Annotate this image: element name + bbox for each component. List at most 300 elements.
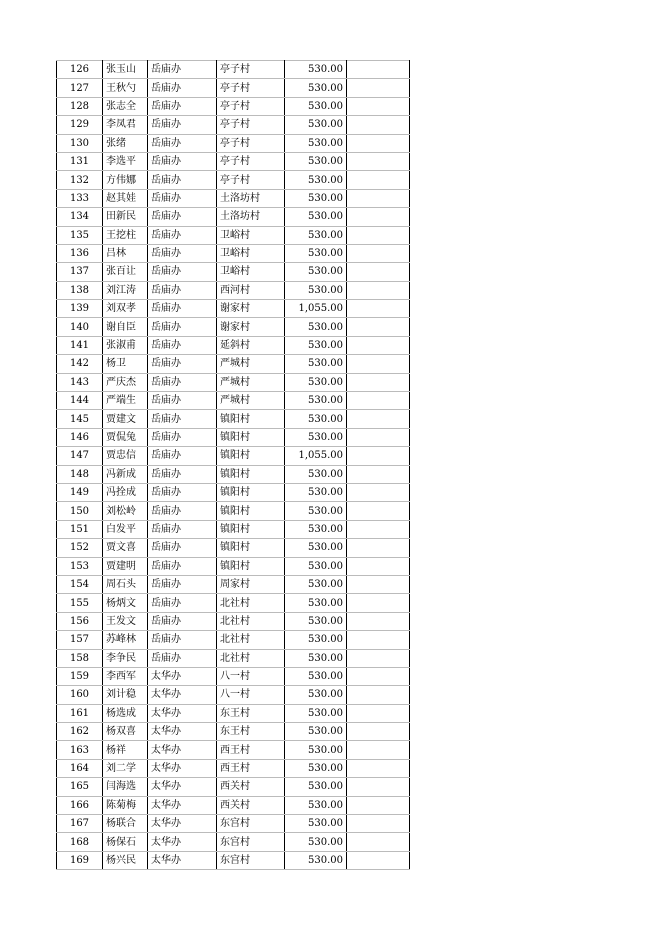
amount-cell[interactable]: 530.00 — [285, 263, 347, 281]
office-cell[interactable]: 岳庙办 — [148, 410, 217, 428]
note-cell[interactable] — [347, 575, 410, 593]
village-cell[interactable]: 镇阳村 — [217, 428, 285, 446]
note-cell[interactable] — [347, 281, 410, 299]
note-cell[interactable] — [347, 631, 410, 649]
name-cell[interactable]: 谢自臣 — [103, 318, 148, 336]
note-cell[interactable] — [347, 686, 410, 704]
name-cell[interactable]: 李西军 — [103, 667, 148, 685]
row-number-cell[interactable]: 127 — [57, 79, 103, 97]
note-cell[interactable] — [347, 704, 410, 722]
note-cell[interactable] — [347, 336, 410, 354]
row-number-cell[interactable]: 155 — [57, 594, 103, 612]
village-cell[interactable]: 东王村 — [217, 723, 285, 741]
office-cell[interactable]: 岳庙办 — [148, 465, 217, 483]
amount-cell[interactable]: 1,055.00 — [285, 300, 347, 318]
note-cell[interactable] — [347, 723, 410, 741]
note-cell[interactable] — [347, 189, 410, 207]
note-cell[interactable] — [347, 61, 410, 79]
amount-cell[interactable]: 530.00 — [285, 171, 347, 189]
name-cell[interactable]: 吕林 — [103, 244, 148, 262]
table-row — [57, 134, 410, 152]
row-number-cell[interactable]: 163 — [57, 741, 103, 759]
row-number-cell[interactable]: 131 — [57, 152, 103, 170]
row-number-cell[interactable]: 136 — [57, 244, 103, 262]
name-cell[interactable]: 刘双孝 — [103, 300, 148, 318]
row-number-cell[interactable]: 162 — [57, 723, 103, 741]
office-cell[interactable]: 岳庙办 — [148, 61, 217, 79]
name-cell[interactable]: 李争民 — [103, 649, 148, 667]
name-cell[interactable]: 周石头 — [103, 575, 148, 593]
row-number-cell[interactable]: 134 — [57, 208, 103, 226]
table-row — [57, 833, 410, 851]
row-number-cell[interactable]: 164 — [57, 759, 103, 777]
name-cell[interactable]: 李选平 — [103, 152, 148, 170]
name-cell[interactable]: 张志全 — [103, 97, 148, 115]
row-number-cell[interactable]: 128 — [57, 97, 103, 115]
row-number-cell[interactable]: 149 — [57, 483, 103, 501]
row-number-cell[interactable]: 169 — [57, 851, 103, 869]
note-cell[interactable] — [347, 667, 410, 685]
office-cell[interactable]: 岳庙办 — [148, 355, 217, 373]
amount-cell[interactable]: 530.00 — [285, 815, 347, 833]
office-cell[interactable]: 岳庙办 — [148, 612, 217, 630]
row-number-cell[interactable]: 144 — [57, 392, 103, 410]
name-cell[interactable]: 杨双喜 — [103, 723, 148, 741]
note-cell[interactable] — [347, 815, 410, 833]
name-cell[interactable]: 严庆杰 — [103, 373, 148, 391]
amount-cell[interactable]: 530.00 — [285, 778, 347, 796]
row-number-cell[interactable]: 157 — [57, 631, 103, 649]
name-cell[interactable]: 陈菊梅 — [103, 796, 148, 814]
village-cell[interactable]: 严城村 — [217, 373, 285, 391]
office-cell[interactable]: 太华办 — [148, 741, 217, 759]
amount-cell[interactable]: 530.00 — [285, 796, 347, 814]
village-cell[interactable]: 西关村 — [217, 796, 285, 814]
office-cell[interactable]: 岳庙办 — [148, 97, 217, 115]
row-number-cell[interactable]: 152 — [57, 539, 103, 557]
village-cell[interactable]: 东宫村 — [217, 833, 285, 851]
table-row — [57, 410, 410, 428]
note-cell[interactable] — [347, 778, 410, 796]
note-cell[interactable] — [347, 520, 410, 538]
amount-cell[interactable]: 530.00 — [285, 612, 347, 630]
note-cell[interactable] — [347, 208, 410, 226]
row-number-cell[interactable]: 151 — [57, 520, 103, 538]
row-number-cell[interactable]: 165 — [57, 778, 103, 796]
name-cell[interactable]: 杨联合 — [103, 815, 148, 833]
office-cell[interactable]: 太华办 — [148, 815, 217, 833]
row-number-cell[interactable]: 140 — [57, 318, 103, 336]
office-cell[interactable]: 岳庙办 — [148, 116, 217, 134]
amount-cell[interactable]: 530.00 — [285, 631, 347, 649]
row-number-cell[interactable]: 142 — [57, 355, 103, 373]
table-row — [57, 686, 410, 704]
village-cell[interactable]: 谢家村 — [217, 318, 285, 336]
office-cell[interactable]: 岳庙办 — [148, 649, 217, 667]
village-cell[interactable]: 谢家村 — [217, 300, 285, 318]
amount-cell[interactable]: 530.00 — [285, 226, 347, 244]
name-cell[interactable]: 张玉山 — [103, 61, 148, 79]
note-cell[interactable] — [347, 447, 410, 465]
name-cell[interactable]: 杨兴民 — [103, 851, 148, 869]
office-cell[interactable]: 岳庙办 — [148, 152, 217, 170]
village-cell[interactable]: 北社村 — [217, 649, 285, 667]
amount-cell[interactable]: 530.00 — [285, 152, 347, 170]
amount-cell[interactable]: 530.00 — [285, 851, 347, 869]
name-cell[interactable]: 白发平 — [103, 520, 148, 538]
office-cell[interactable]: 岳庙办 — [148, 336, 217, 354]
note-cell[interactable] — [347, 355, 410, 373]
note-cell[interactable] — [347, 373, 410, 391]
note-cell[interactable] — [347, 851, 410, 869]
village-cell[interactable]: 亭子村 — [217, 171, 285, 189]
table-row — [57, 851, 410, 869]
table-row — [57, 667, 410, 685]
row-number-cell[interactable]: 159 — [57, 667, 103, 685]
row-number-cell[interactable]: 160 — [57, 686, 103, 704]
office-cell[interactable]: 岳庙办 — [148, 189, 217, 207]
name-cell[interactable]: 严端生 — [103, 392, 148, 410]
amount-cell[interactable]: 530.00 — [285, 483, 347, 501]
office-cell[interactable]: 岳庙办 — [148, 226, 217, 244]
office-cell[interactable]: 岳庙办 — [148, 483, 217, 501]
row-number-cell[interactable]: 132 — [57, 171, 103, 189]
table-row — [57, 281, 410, 299]
name-cell[interactable]: 贾建明 — [103, 557, 148, 575]
village-cell[interactable]: 土洛坊村 — [217, 208, 285, 226]
table-row — [57, 171, 410, 189]
row-number-cell[interactable]: 126 — [57, 61, 103, 79]
office-cell[interactable]: 岳庙办 — [148, 318, 217, 336]
office-cell[interactable]: 岳庙办 — [148, 520, 217, 538]
amount-cell[interactable]: 530.00 — [285, 557, 347, 575]
amount-cell[interactable]: 530.00 — [285, 318, 347, 336]
note-cell[interactable] — [347, 759, 410, 777]
note-cell[interactable] — [347, 649, 410, 667]
amount-cell[interactable]: 530.00 — [285, 704, 347, 722]
row-number-cell[interactable]: 147 — [57, 447, 103, 465]
table-row — [57, 116, 410, 134]
note-cell[interactable] — [347, 483, 410, 501]
village-cell[interactable]: 东王村 — [217, 704, 285, 722]
office-cell[interactable]: 岳庙办 — [148, 263, 217, 281]
table-row — [57, 447, 410, 465]
row-number-cell[interactable]: 129 — [57, 116, 103, 134]
amount-cell[interactable]: 530.00 — [285, 833, 347, 851]
office-cell[interactable]: 岳庙办 — [148, 447, 217, 465]
row-number-cell[interactable]: 138 — [57, 281, 103, 299]
office-cell[interactable]: 岳庙办 — [148, 594, 217, 612]
note-cell[interactable] — [347, 741, 410, 759]
note-cell[interactable] — [347, 557, 410, 575]
office-cell[interactable]: 岳庙办 — [148, 208, 217, 226]
row-number-cell[interactable]: 141 — [57, 336, 103, 354]
table-row — [57, 575, 410, 593]
village-cell[interactable]: 北社村 — [217, 594, 285, 612]
table-row — [57, 244, 410, 262]
note-cell[interactable] — [347, 97, 410, 115]
row-number-cell[interactable]: 158 — [57, 649, 103, 667]
village-cell[interactable]: 镇阳村 — [217, 410, 285, 428]
note-cell[interactable] — [347, 594, 410, 612]
office-cell[interactable]: 太华办 — [148, 796, 217, 814]
office-cell[interactable]: 太华办 — [148, 833, 217, 851]
office-cell[interactable]: 岳庙办 — [148, 502, 217, 520]
row-number-cell[interactable]: 145 — [57, 410, 103, 428]
office-cell[interactable]: 岳庙办 — [148, 373, 217, 391]
amount-cell[interactable]: 530.00 — [285, 373, 347, 391]
amount-cell[interactable]: 1,055.00 — [285, 447, 347, 465]
amount-cell[interactable]: 530.00 — [285, 539, 347, 557]
name-cell[interactable]: 冯新成 — [103, 465, 148, 483]
office-cell[interactable]: 岳庙办 — [148, 244, 217, 262]
office-cell[interactable]: 太华办 — [148, 667, 217, 685]
note-cell[interactable] — [347, 833, 410, 851]
amount-cell[interactable]: 530.00 — [285, 667, 347, 685]
amount-cell[interactable]: 530.00 — [285, 281, 347, 299]
amount-cell[interactable]: 530.00 — [285, 502, 347, 520]
office-cell[interactable]: 太华办 — [148, 778, 217, 796]
table-row — [57, 355, 410, 373]
amount-cell[interactable]: 530.00 — [285, 465, 347, 483]
village-cell[interactable]: 镇阳村 — [217, 520, 285, 538]
village-cell[interactable]: 西王村 — [217, 759, 285, 777]
amount-cell[interactable]: 530.00 — [285, 189, 347, 207]
amount-cell[interactable]: 530.00 — [285, 208, 347, 226]
name-cell[interactable]: 冯拴成 — [103, 483, 148, 501]
office-cell[interactable]: 太华办 — [148, 704, 217, 722]
village-cell[interactable]: 亭子村 — [217, 79, 285, 97]
village-cell[interactable]: 八一村 — [217, 686, 285, 704]
village-cell[interactable]: 镇阳村 — [217, 447, 285, 465]
name-cell[interactable]: 李凤君 — [103, 116, 148, 134]
name-cell[interactable]: 刘江涛 — [103, 281, 148, 299]
village-cell[interactable]: 镇阳村 — [217, 483, 285, 501]
table-row — [57, 79, 410, 97]
name-cell[interactable]: 方伟娜 — [103, 171, 148, 189]
note-cell[interactable] — [347, 539, 410, 557]
note-cell[interactable] — [347, 171, 410, 189]
row-number-cell[interactable]: 137 — [57, 263, 103, 281]
row-number-cell[interactable]: 153 — [57, 557, 103, 575]
village-cell[interactable]: 北社村 — [217, 612, 285, 630]
amount-cell[interactable]: 530.00 — [285, 594, 347, 612]
row-number-cell[interactable]: 166 — [57, 796, 103, 814]
office-cell[interactable]: 岳庙办 — [148, 539, 217, 557]
table-body — [57, 61, 410, 870]
table-row — [57, 428, 410, 446]
amount-cell[interactable]: 530.00 — [285, 723, 347, 741]
name-cell[interactable]: 贾侃兔 — [103, 428, 148, 446]
village-cell[interactable]: 东宫村 — [217, 815, 285, 833]
name-cell[interactable]: 田新民 — [103, 208, 148, 226]
name-cell[interactable]: 赵其娃 — [103, 189, 148, 207]
amount-cell[interactable]: 530.00 — [285, 355, 347, 373]
village-cell[interactable]: 卫峪村 — [217, 263, 285, 281]
name-cell[interactable]: 张百让 — [103, 263, 148, 281]
row-number-cell[interactable]: 150 — [57, 502, 103, 520]
note-cell[interactable] — [347, 226, 410, 244]
village-cell[interactable]: 东宫村 — [217, 851, 285, 869]
amount-cell[interactable]: 530.00 — [285, 686, 347, 704]
name-cell[interactable]: 张绪 — [103, 134, 148, 152]
name-cell[interactable]: 张淑甫 — [103, 336, 148, 354]
table-row — [57, 465, 410, 483]
note-cell[interactable] — [347, 134, 410, 152]
note-cell[interactable] — [347, 244, 410, 262]
note-cell[interactable] — [347, 318, 410, 336]
village-cell[interactable]: 西关村 — [217, 778, 285, 796]
amount-cell[interactable]: 530.00 — [285, 428, 347, 446]
office-cell[interactable]: 岳庙办 — [148, 281, 217, 299]
name-cell[interactable]: 闫海选 — [103, 778, 148, 796]
amount-cell[interactable]: 530.00 — [285, 79, 347, 97]
amount-cell[interactable]: 530.00 — [285, 575, 347, 593]
name-cell[interactable]: 杨祥 — [103, 741, 148, 759]
village-cell[interactable]: 延斜村 — [217, 336, 285, 354]
note-cell[interactable] — [347, 392, 410, 410]
name-cell[interactable]: 刘松岭 — [103, 502, 148, 520]
amount-cell[interactable]: 530.00 — [285, 741, 347, 759]
table-row — [57, 300, 410, 318]
table-row — [57, 61, 410, 79]
amount-cell[interactable]: 530.00 — [285, 759, 347, 777]
table-row — [57, 815, 410, 833]
name-cell[interactable]: 苏峰林 — [103, 631, 148, 649]
amount-cell[interactable]: 530.00 — [285, 410, 347, 428]
row-number-cell[interactable]: 161 — [57, 704, 103, 722]
village-cell[interactable]: 亭子村 — [217, 97, 285, 115]
row-number-cell[interactable]: 148 — [57, 465, 103, 483]
village-cell[interactable]: 镇阳村 — [217, 557, 285, 575]
village-cell[interactable]: 亭子村 — [217, 116, 285, 134]
spreadsheet-table — [56, 60, 410, 870]
row-number-cell[interactable]: 143 — [57, 373, 103, 391]
row-number-cell[interactable]: 135 — [57, 226, 103, 244]
note-cell[interactable] — [347, 612, 410, 630]
amount-cell[interactable]: 530.00 — [285, 134, 347, 152]
name-cell[interactable]: 杨保石 — [103, 833, 148, 851]
name-cell[interactable]: 杨卫 — [103, 355, 148, 373]
note-cell[interactable] — [347, 796, 410, 814]
name-cell[interactable]: 贾建文 — [103, 410, 148, 428]
office-cell[interactable]: 岳庙办 — [148, 134, 217, 152]
table-row — [57, 483, 410, 501]
amount-cell[interactable]: 530.00 — [285, 116, 347, 134]
name-cell[interactable]: 王发文 — [103, 612, 148, 630]
village-cell[interactable]: 西河村 — [217, 281, 285, 299]
amount-cell[interactable]: 530.00 — [285, 392, 347, 410]
note-cell[interactable] — [347, 502, 410, 520]
note-cell[interactable] — [347, 152, 410, 170]
village-cell[interactable]: 亭子村 — [217, 61, 285, 79]
table-row — [57, 704, 410, 722]
village-cell[interactable]: 亭子村 — [217, 152, 285, 170]
table-row — [57, 723, 410, 741]
name-cell[interactable]: 王秋勺 — [103, 79, 148, 97]
table-row — [57, 796, 410, 814]
note-cell[interactable] — [347, 465, 410, 483]
note-cell[interactable] — [347, 300, 410, 318]
name-cell[interactable]: 杨炳文 — [103, 594, 148, 612]
table-row — [57, 208, 410, 226]
office-cell[interactable]: 太华办 — [148, 723, 217, 741]
office-cell[interactable]: 岳庙办 — [148, 300, 217, 318]
note-cell[interactable] — [347, 410, 410, 428]
name-cell[interactable]: 贾文喜 — [103, 539, 148, 557]
amount-cell[interactable]: 530.00 — [285, 649, 347, 667]
table-row — [57, 631, 410, 649]
row-number-cell[interactable]: 154 — [57, 575, 103, 593]
row-number-cell[interactable]: 139 — [57, 300, 103, 318]
village-cell[interactable]: 八一村 — [217, 667, 285, 685]
note-cell[interactable] — [347, 79, 410, 97]
amount-cell[interactable]: 530.00 — [285, 336, 347, 354]
table-row — [57, 392, 410, 410]
office-cell[interactable]: 岳庙办 — [148, 575, 217, 593]
name-cell[interactable]: 贾忠信 — [103, 447, 148, 465]
village-cell[interactable]: 北社村 — [217, 631, 285, 649]
row-number-cell[interactable]: 146 — [57, 428, 103, 446]
village-cell[interactable]: 土洛坊村 — [217, 189, 285, 207]
office-cell[interactable]: 岳庙办 — [148, 557, 217, 575]
note-cell[interactable] — [347, 116, 410, 134]
note-cell[interactable] — [347, 263, 410, 281]
amount-cell[interactable]: 530.00 — [285, 97, 347, 115]
village-cell[interactable]: 镇阳村 — [217, 465, 285, 483]
table-row — [57, 520, 410, 538]
village-cell[interactable]: 严城村 — [217, 392, 285, 410]
office-cell[interactable]: 岳庙办 — [148, 392, 217, 410]
table-row — [57, 336, 410, 354]
table-row — [57, 263, 410, 281]
row-number-cell[interactable]: 133 — [57, 189, 103, 207]
amount-cell[interactable]: 530.00 — [285, 244, 347, 262]
office-cell[interactable]: 岳庙办 — [148, 171, 217, 189]
row-number-cell[interactable]: 130 — [57, 134, 103, 152]
village-cell[interactable]: 镇阳村 — [217, 502, 285, 520]
office-cell[interactable]: 岳庙办 — [148, 428, 217, 446]
row-number-cell[interactable]: 156 — [57, 612, 103, 630]
amount-cell[interactable]: 530.00 — [285, 520, 347, 538]
office-cell[interactable]: 太华办 — [148, 759, 217, 777]
village-cell[interactable]: 亭子村 — [217, 134, 285, 152]
row-number-cell[interactable]: 168 — [57, 833, 103, 851]
village-cell[interactable]: 镇阳村 — [217, 539, 285, 557]
table-row — [57, 778, 410, 796]
table-row — [57, 373, 410, 391]
table-row — [57, 189, 410, 207]
table-row — [57, 502, 410, 520]
village-cell[interactable]: 周家村 — [217, 575, 285, 593]
village-cell[interactable]: 严城村 — [217, 355, 285, 373]
office-cell[interactable]: 太华办 — [148, 851, 217, 869]
name-cell[interactable]: 刘二学 — [103, 759, 148, 777]
amount-cell[interactable]: 530.00 — [285, 61, 347, 79]
name-cell[interactable]: 杨选成 — [103, 704, 148, 722]
village-cell[interactable]: 西王村 — [217, 741, 285, 759]
table-row — [57, 226, 410, 244]
village-cell[interactable]: 卫峪村 — [217, 226, 285, 244]
office-cell[interactable]: 岳庙办 — [148, 631, 217, 649]
row-number-cell[interactable]: 167 — [57, 815, 103, 833]
note-cell[interactable] — [347, 428, 410, 446]
office-cell[interactable]: 太华办 — [148, 686, 217, 704]
office-cell[interactable]: 岳庙办 — [148, 79, 217, 97]
name-cell[interactable]: 刘计稳 — [103, 686, 148, 704]
village-cell[interactable]: 卫峪村 — [217, 244, 285, 262]
name-cell[interactable]: 王挖柱 — [103, 226, 148, 244]
